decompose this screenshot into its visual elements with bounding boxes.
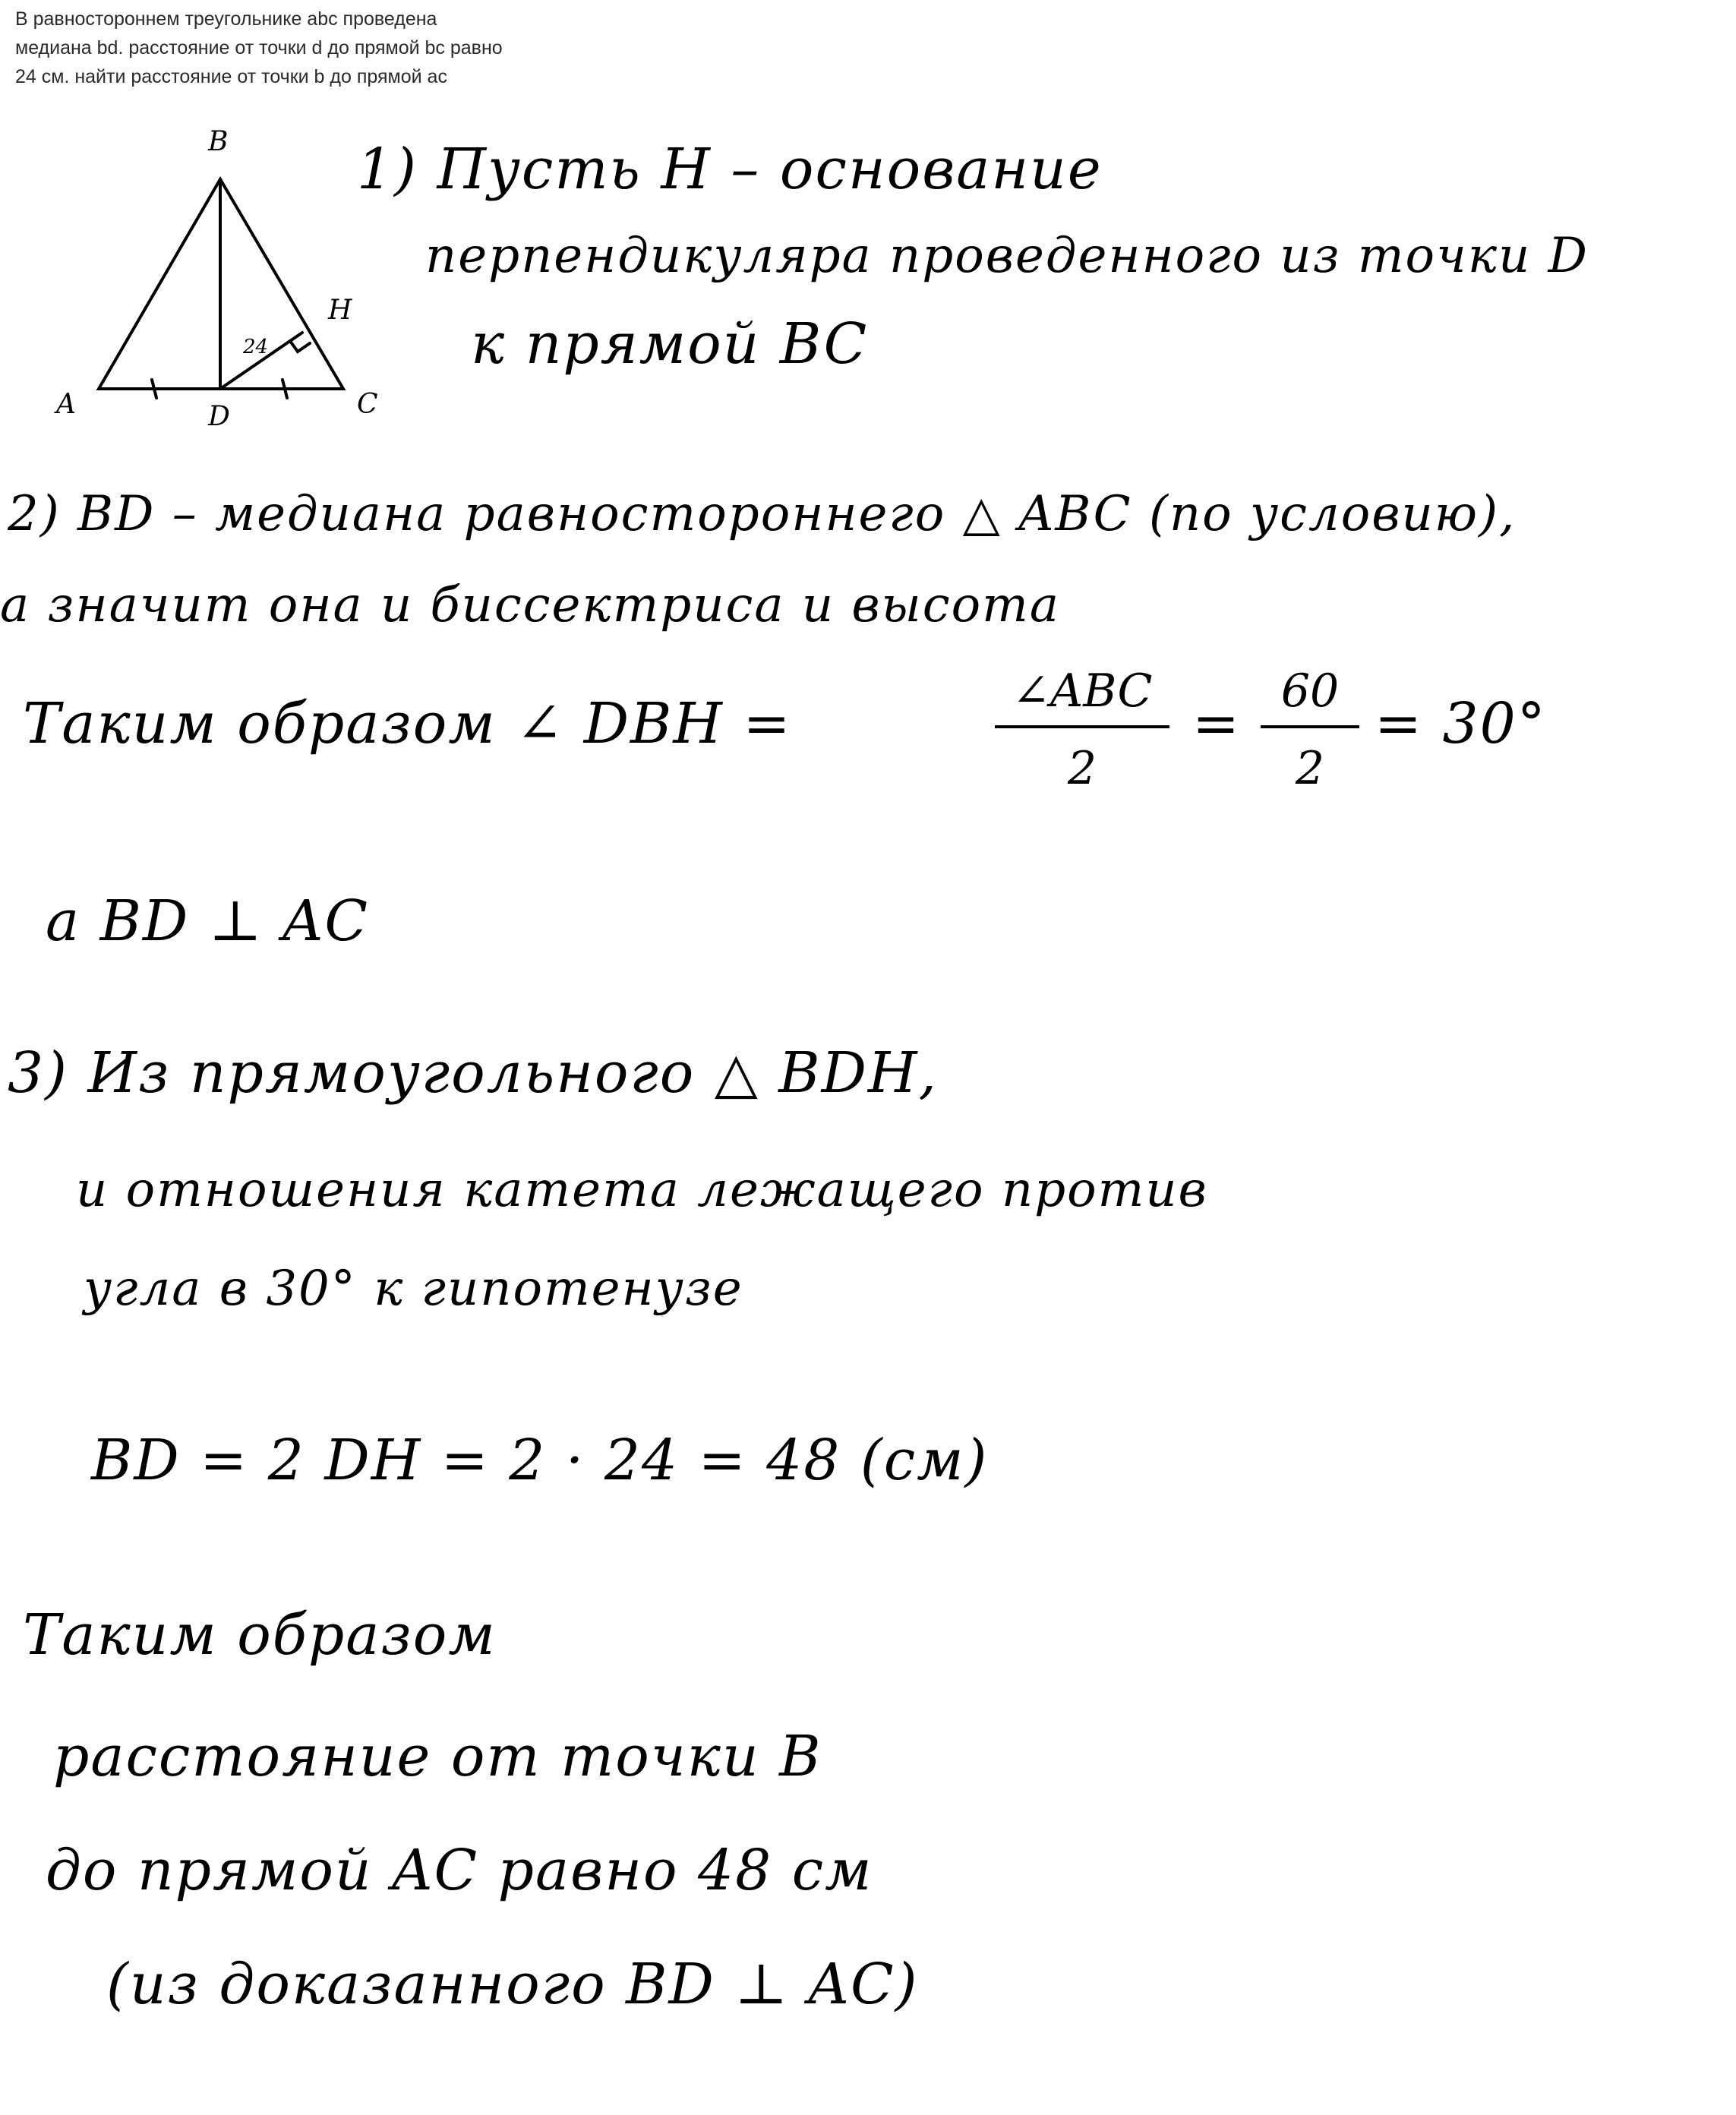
step2-line2: а значит она и биссектриса и высота [0, 577, 1060, 633]
conclusion-line1: Таким образом [23, 1602, 497, 1668]
fraction-60-denominator: 2 [1295, 742, 1325, 795]
label-dh-length: 24 [243, 336, 269, 358]
step2-line1: 2) BD – медиана равностороннего △ ABC (по условию), [8, 486, 1517, 542]
conclusion-line4: (из доказанного BD ⊥ AC) [106, 1952, 919, 2017]
step1-line3: к прямой BC [471, 311, 869, 377]
problem-line-1: В равностороннем треугольнике abc проведена [15, 8, 437, 30]
fraction-60-over-2 [1261, 664, 1359, 795]
step3-line1: 3) Из прямоугольного △ BDH, [8, 1040, 939, 1106]
right-angle-mark [290, 341, 310, 352]
fraction-abc-denominator: 2 [1067, 742, 1097, 795]
conclusion-line3: до прямой AC равно 48 см [46, 1838, 873, 1903]
step2-line3-lead: Таким образом ∠ DBH = [23, 691, 792, 756]
label-d: D [208, 401, 230, 432]
fraction-abc-numerator: ∠ABC [1012, 664, 1153, 718]
problem-line-2: медиана bd. расстояние от точки d до прямой bc равно [15, 37, 503, 58]
step2-equals-1: = [1192, 691, 1242, 756]
step3-line4: BD = 2 DH = 2 · 24 = 48 (см) [91, 1428, 989, 1493]
problem-line-3: 24 см. найти расстояние от точки b до прямой ac [15, 66, 447, 87]
step1-line2: перпендикуляра проведенного из точки D [425, 228, 1589, 284]
fraction-abc-over-2 [995, 664, 1169, 795]
fraction-60-numerator: 60 [1280, 664, 1340, 718]
step2-line4: а BD ⊥ AC [46, 889, 370, 954]
problem-statement [15, 5, 592, 91]
label-b: B [208, 126, 229, 157]
step2-equals-30: = 30° [1375, 691, 1547, 756]
label-h: H [328, 295, 352, 326]
label-c: C [357, 389, 378, 420]
step3-line2: и отношения катета лежащего против [76, 1162, 1208, 1218]
step1-line1: 1) Пусть H – основание [357, 137, 1103, 202]
conclusion-line2: расстояние от точки B [53, 1724, 822, 1789]
step3-line3: угла в 30° к гипотенузе [84, 1261, 743, 1317]
label-a: A [56, 389, 76, 420]
